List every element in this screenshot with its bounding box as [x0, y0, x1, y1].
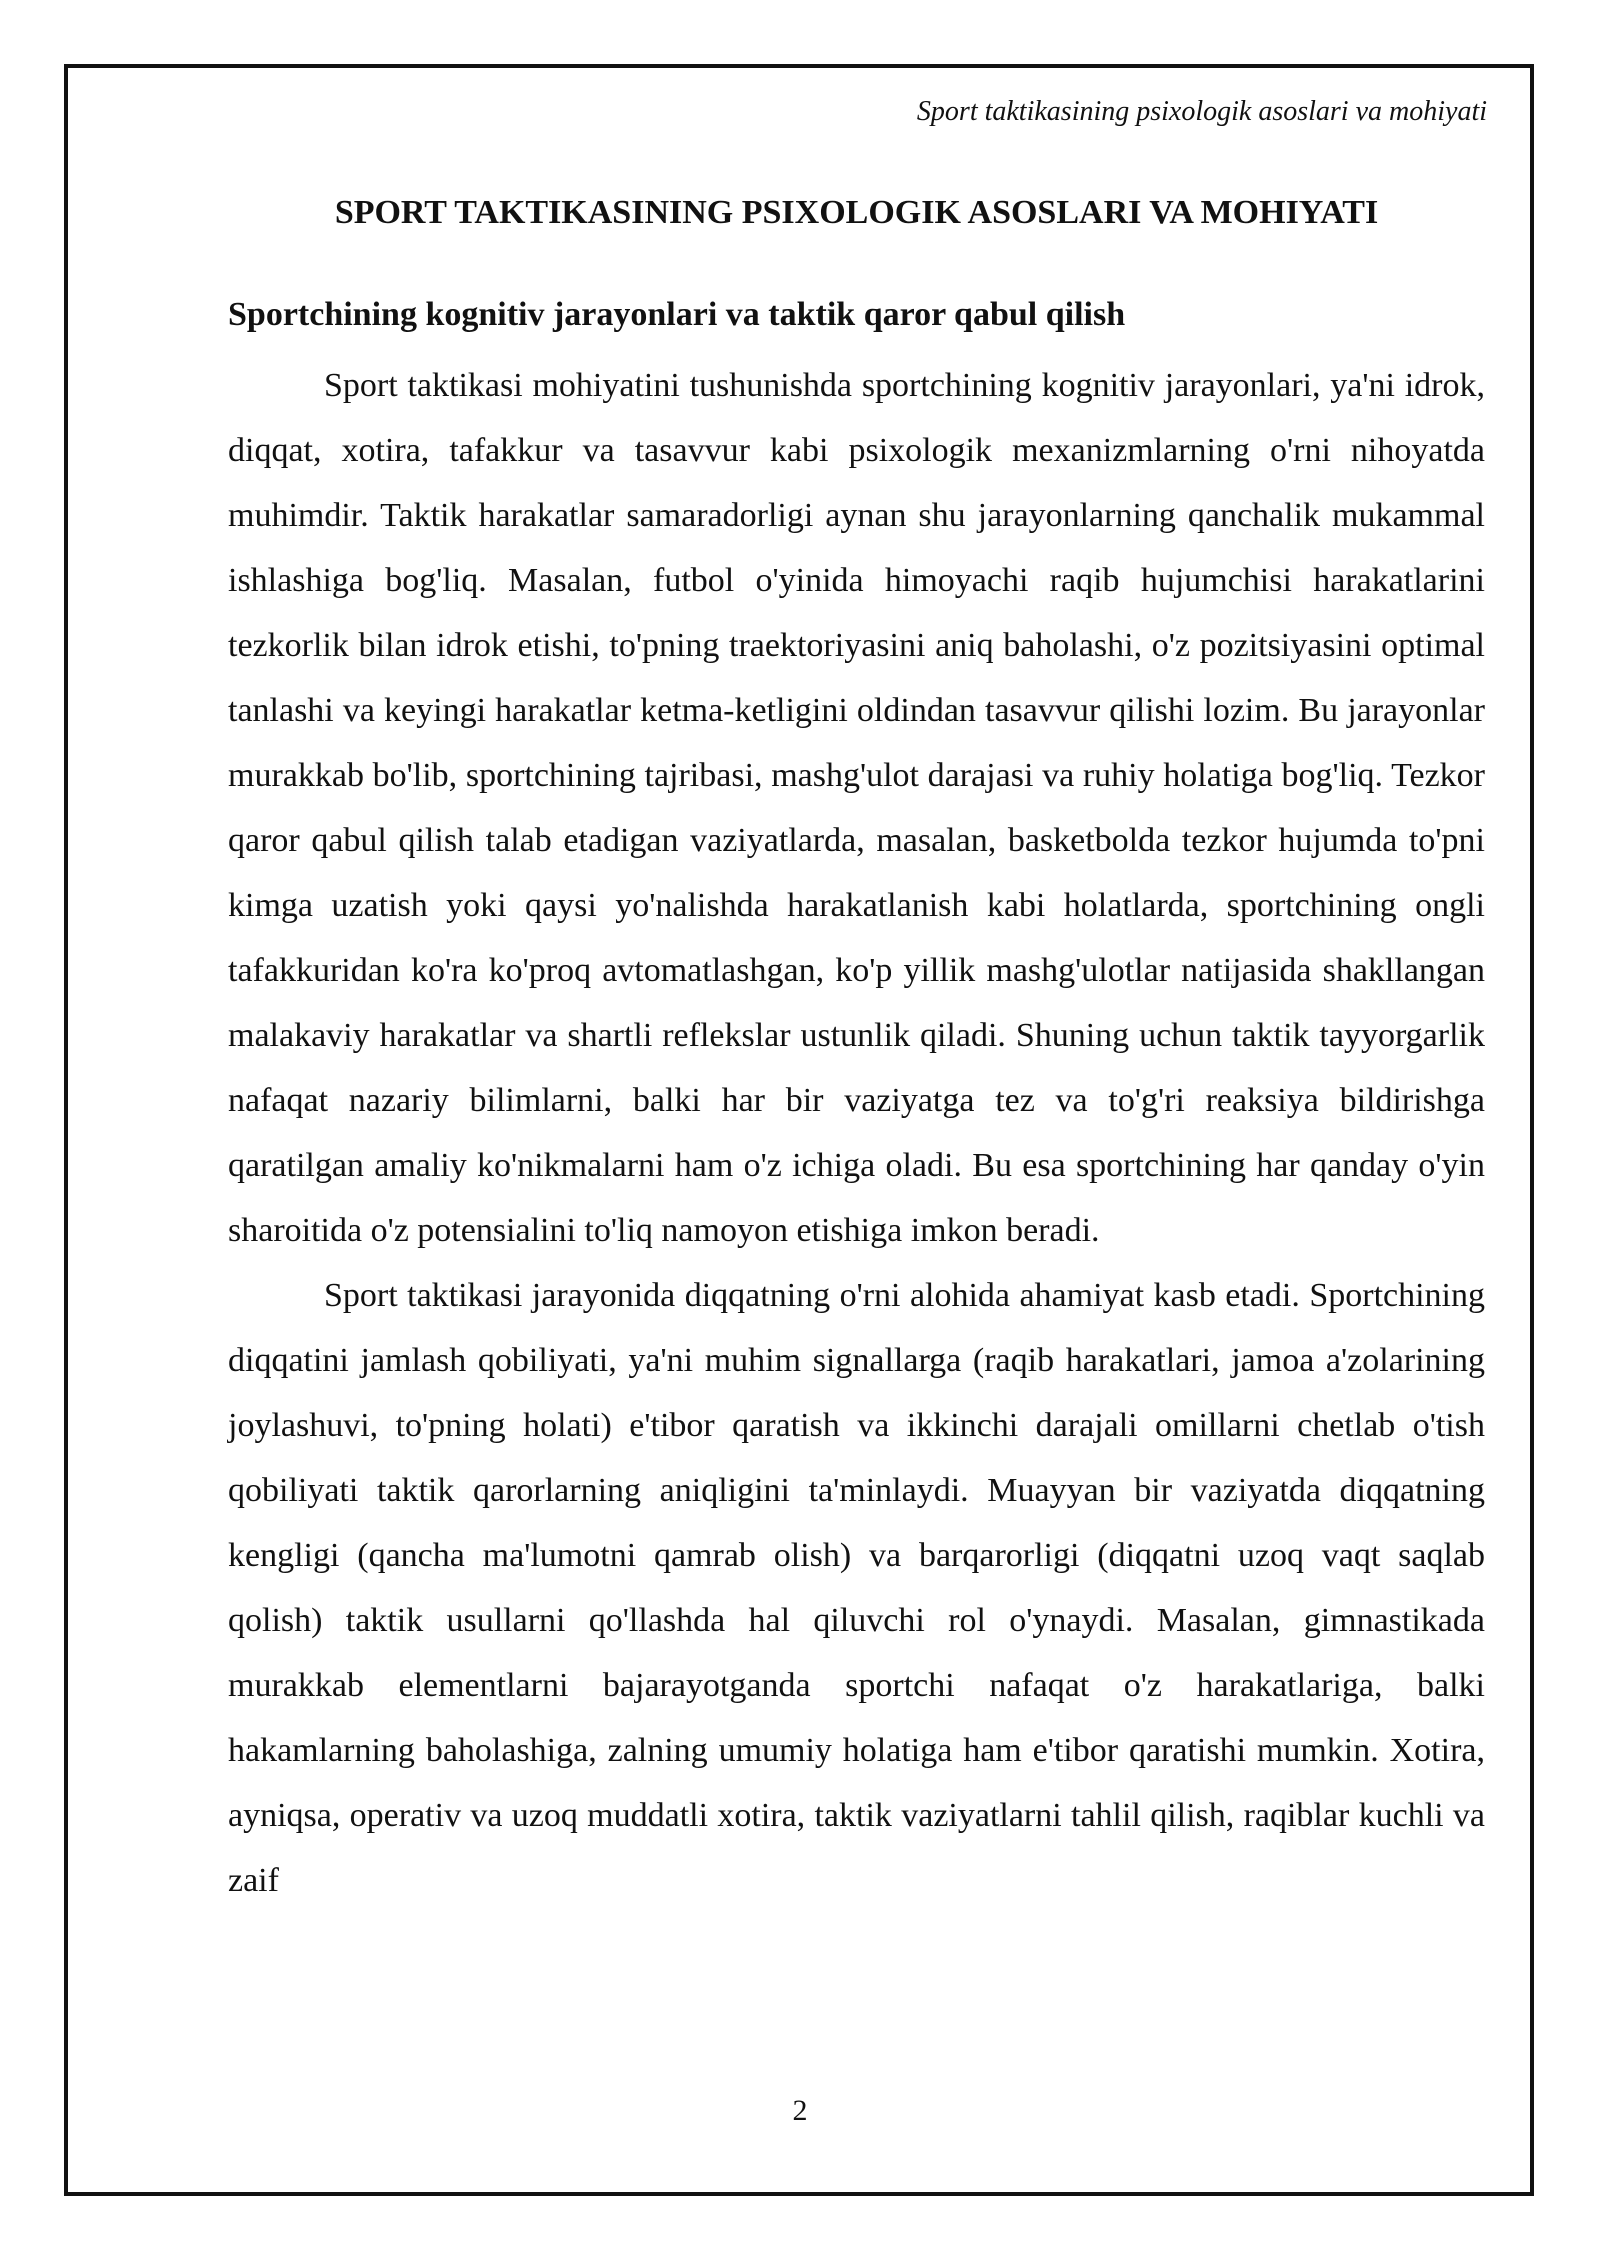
paragraph-1: Sport taktikasi mohiyatini tushunishda sportchining kognitiv jarayonlari, ya'ni idrok, diqqat, xotira, tafakkur va tasavvur kabi psixologik mexanizmlarning o'rni nihoyatda muhimdir. Taktik harakatlar samaradorligi aynan shu jarayonlarning qanchalik mukammal ishlashiga bog'liq. Masalan, futbol o'yinida himoyachi raqib hujumchisi harakatlarini tezkorlik bilan idrok etishi, to'pning traektoriyasini aniq baholashi, o'z pozitsiyasini optimal tanlashi va keyingi harakatlar ketma-ketligini oldindan tasavvur qilishi lozim. Bu jarayonlar murakkab bo'lib, sportchining tajribasi, mashg'ulot darajasi va ruhiy holatiga bog'liq. Tezkor qaror qabul qilish talab etadigan vaziyatlarda, masalan, basketbolda tezkor hujumda to'pni kimga uzatish yoki qaysi yo'nalishda harakatlanish kabi holatlarda, sportchining ongli tafakkuridan ko'ra ko'proq avtomatlashgan, ko'p yillik mashg'ulotlar natijasida shakllangan malakaviy harakatlar va shartli reflekslar ustunlik qiladi. Shuning uchun taktik tayyorgarlik nafaqat nazariy bilimlarni, balki har bir vaziyatga tez va to'g'ri reaksiya bildirishga qaratilgan amaliy ko'nikmalarni ham o'z ichiga oladi. Bu esa sportchining har qanday o'yin sharoitida o'z potensialini to'liq namoyon etishiga imkon beradi.	[228, 367, 1485, 1249]
section-heading: Sportchining kognitiv jarayonlari va taktik qaror qabul qilish	[228, 296, 1126, 333]
document-body	[228, 185, 1485, 1913]
paragraph-2: Sport taktikasi jarayonida diqqatning o'rni alohida ahamiyat kasb etadi. Sportchining diqqatini jamlash qobiliyati, ya'ni muhim signallarga (raqib harakatlari, jamoa a'zolarining joylashuvi, to'pning holati) e'tibor qaratish va ikkinchi darajali omillarni chetlab o'tish qobiliyati taktik qarorlarning aniqligini ta'minlaydi. Muayyan bir vaziyatda diqqatning kengligi (qancha ma'lumotni qamrab olish) va barqarorligi (diqqatni uzoq vaqt saqlab qolish) taktik usullarni qo'llashda hal qiluvchi rol o'ynaydi. Masalan, gimnastikada murakkab elementlarni bajarayotganda sportchi nafaqat o'z harakatlariga, balki hakamlarning baholashiga, zalning umumiy holatiga ham e'tibor qaratishi mumkin. Xotira, ayniqsa, operativ va uzoq muddatli xotira, taktik vaziyatlarni tahlil qilish, raqiblar kuchli va zaif	[228, 1277, 1485, 1899]
page-number: 2	[792, 2094, 808, 2127]
document-title: SPORT TAKTIKASINING PSIXOLOGIK ASOSLARI VA MOHIYATI	[334, 194, 1379, 231]
running-header: Sport taktikasining psixologik asoslari va mohiyati	[916, 96, 1487, 127]
